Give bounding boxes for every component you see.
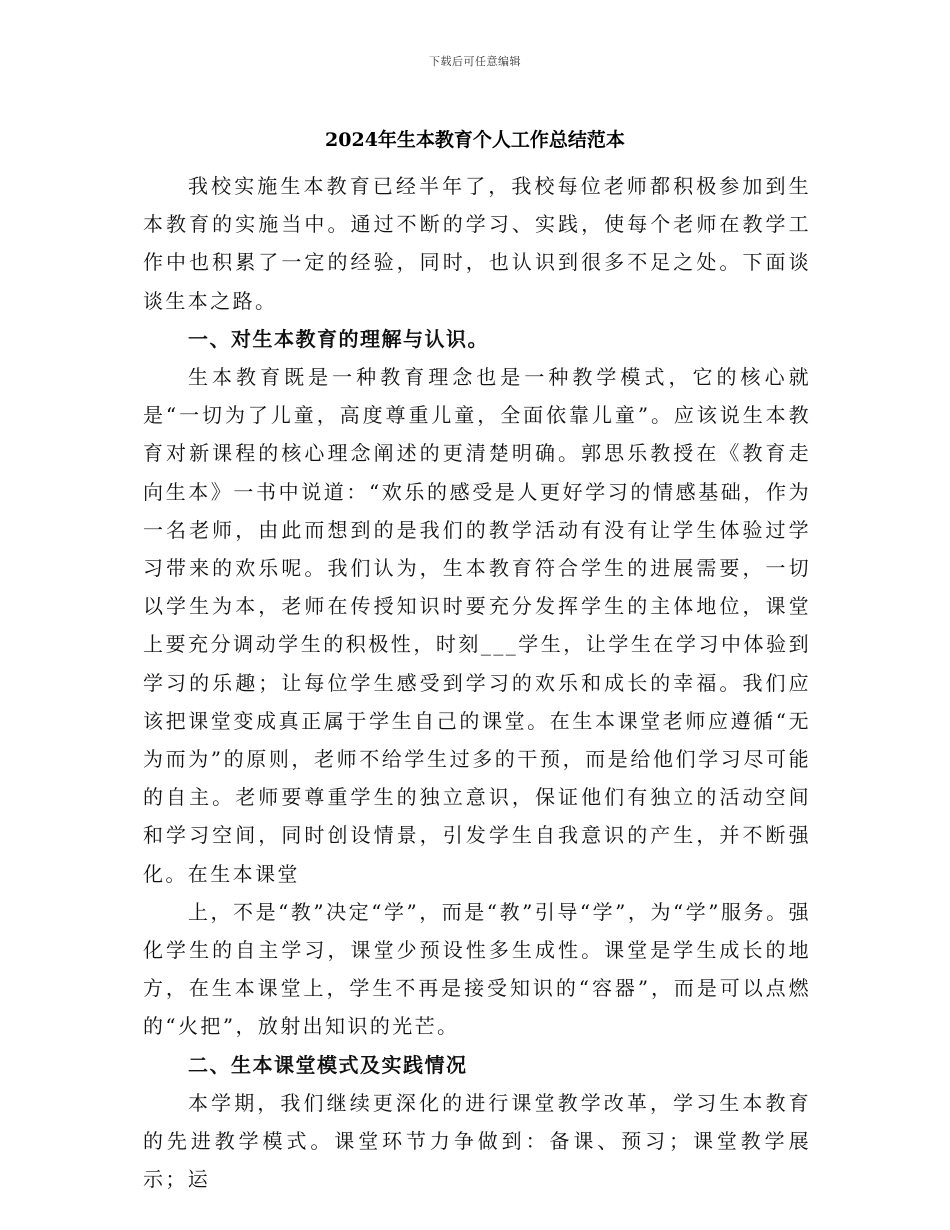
section-heading-2: 二、生本课堂模式及实践情况 xyxy=(188,1052,468,1077)
header-note: 下载后可任意编辑 xyxy=(429,55,521,68)
document-body xyxy=(143,167,811,1198)
body-paragraph: 上，不是“教”决定“学”，而是“教”引导“学”，为“学”服务。强化学生的自主学习，课堂少预设性多生成性。课堂是学生成长的地方，在生本课堂上，学生不再是接受知识的“容器”，而是可以点燃的“火把”，放射出知识的光芒。 xyxy=(143,899,811,1039)
body-paragraph: 生本教育既是一种教育理念也是一种教学模式，它的核心就是“一切为了儿童，高度尊重儿童，全面依靠儿童”。应该说生本教育对新课程的核心理念阐述的更清楚明确。郭思乐教授在《教育走向生本》一书中说道：“欢乐的感受是人更好学习的情感基础，作为一名老师，由此而想到的是我们的教学活动有没有让学生体验过学习带来的欢乐呢。我们认为，生本教育符合学生的进展需要，一切以学生为本，老师在传授知识时要充分发挥学生的主体地位，课堂上要充分调动学生的积极性，时刻___学生，让学生在学习中体验到学习的乐趣；让每位学生感受到学习的欢乐和成长的幸福。我们应该把课堂变成真正属于学生自己的课堂。在生本课堂老师应遵循“无为而为”的原则，老师不给学生过多的干预，而是给他们学习尽可能的自主。老师要尊重学生的独立意识，保证他们有独立的活动空间和学习空间，同时创设情景，引发学生自我意识的产生，并不断强化。在生本课堂 xyxy=(143,365,811,886)
section-heading-1: 一、对生本教育的理解与认识。 xyxy=(188,326,489,351)
body-paragraph: 本学期，我们继续更深化的进行课堂教学改革，学习生本教育的先进教学模式。课堂环节力争做到：备课、预习；课堂教学展示；运 xyxy=(143,1090,811,1192)
intro-paragraph: 我校实施生本教育已经半年了，我校每位老师都积极参加到生本教育的实施当中。通过不断的学习、实践，使每个老师在教学工作中也积累了一定的经验，同时，也认识到很多不足之处。下面谈谈生本之路。 xyxy=(143,174,811,313)
document-title: 2024年生本教育个人工作总结范本 xyxy=(325,129,625,151)
